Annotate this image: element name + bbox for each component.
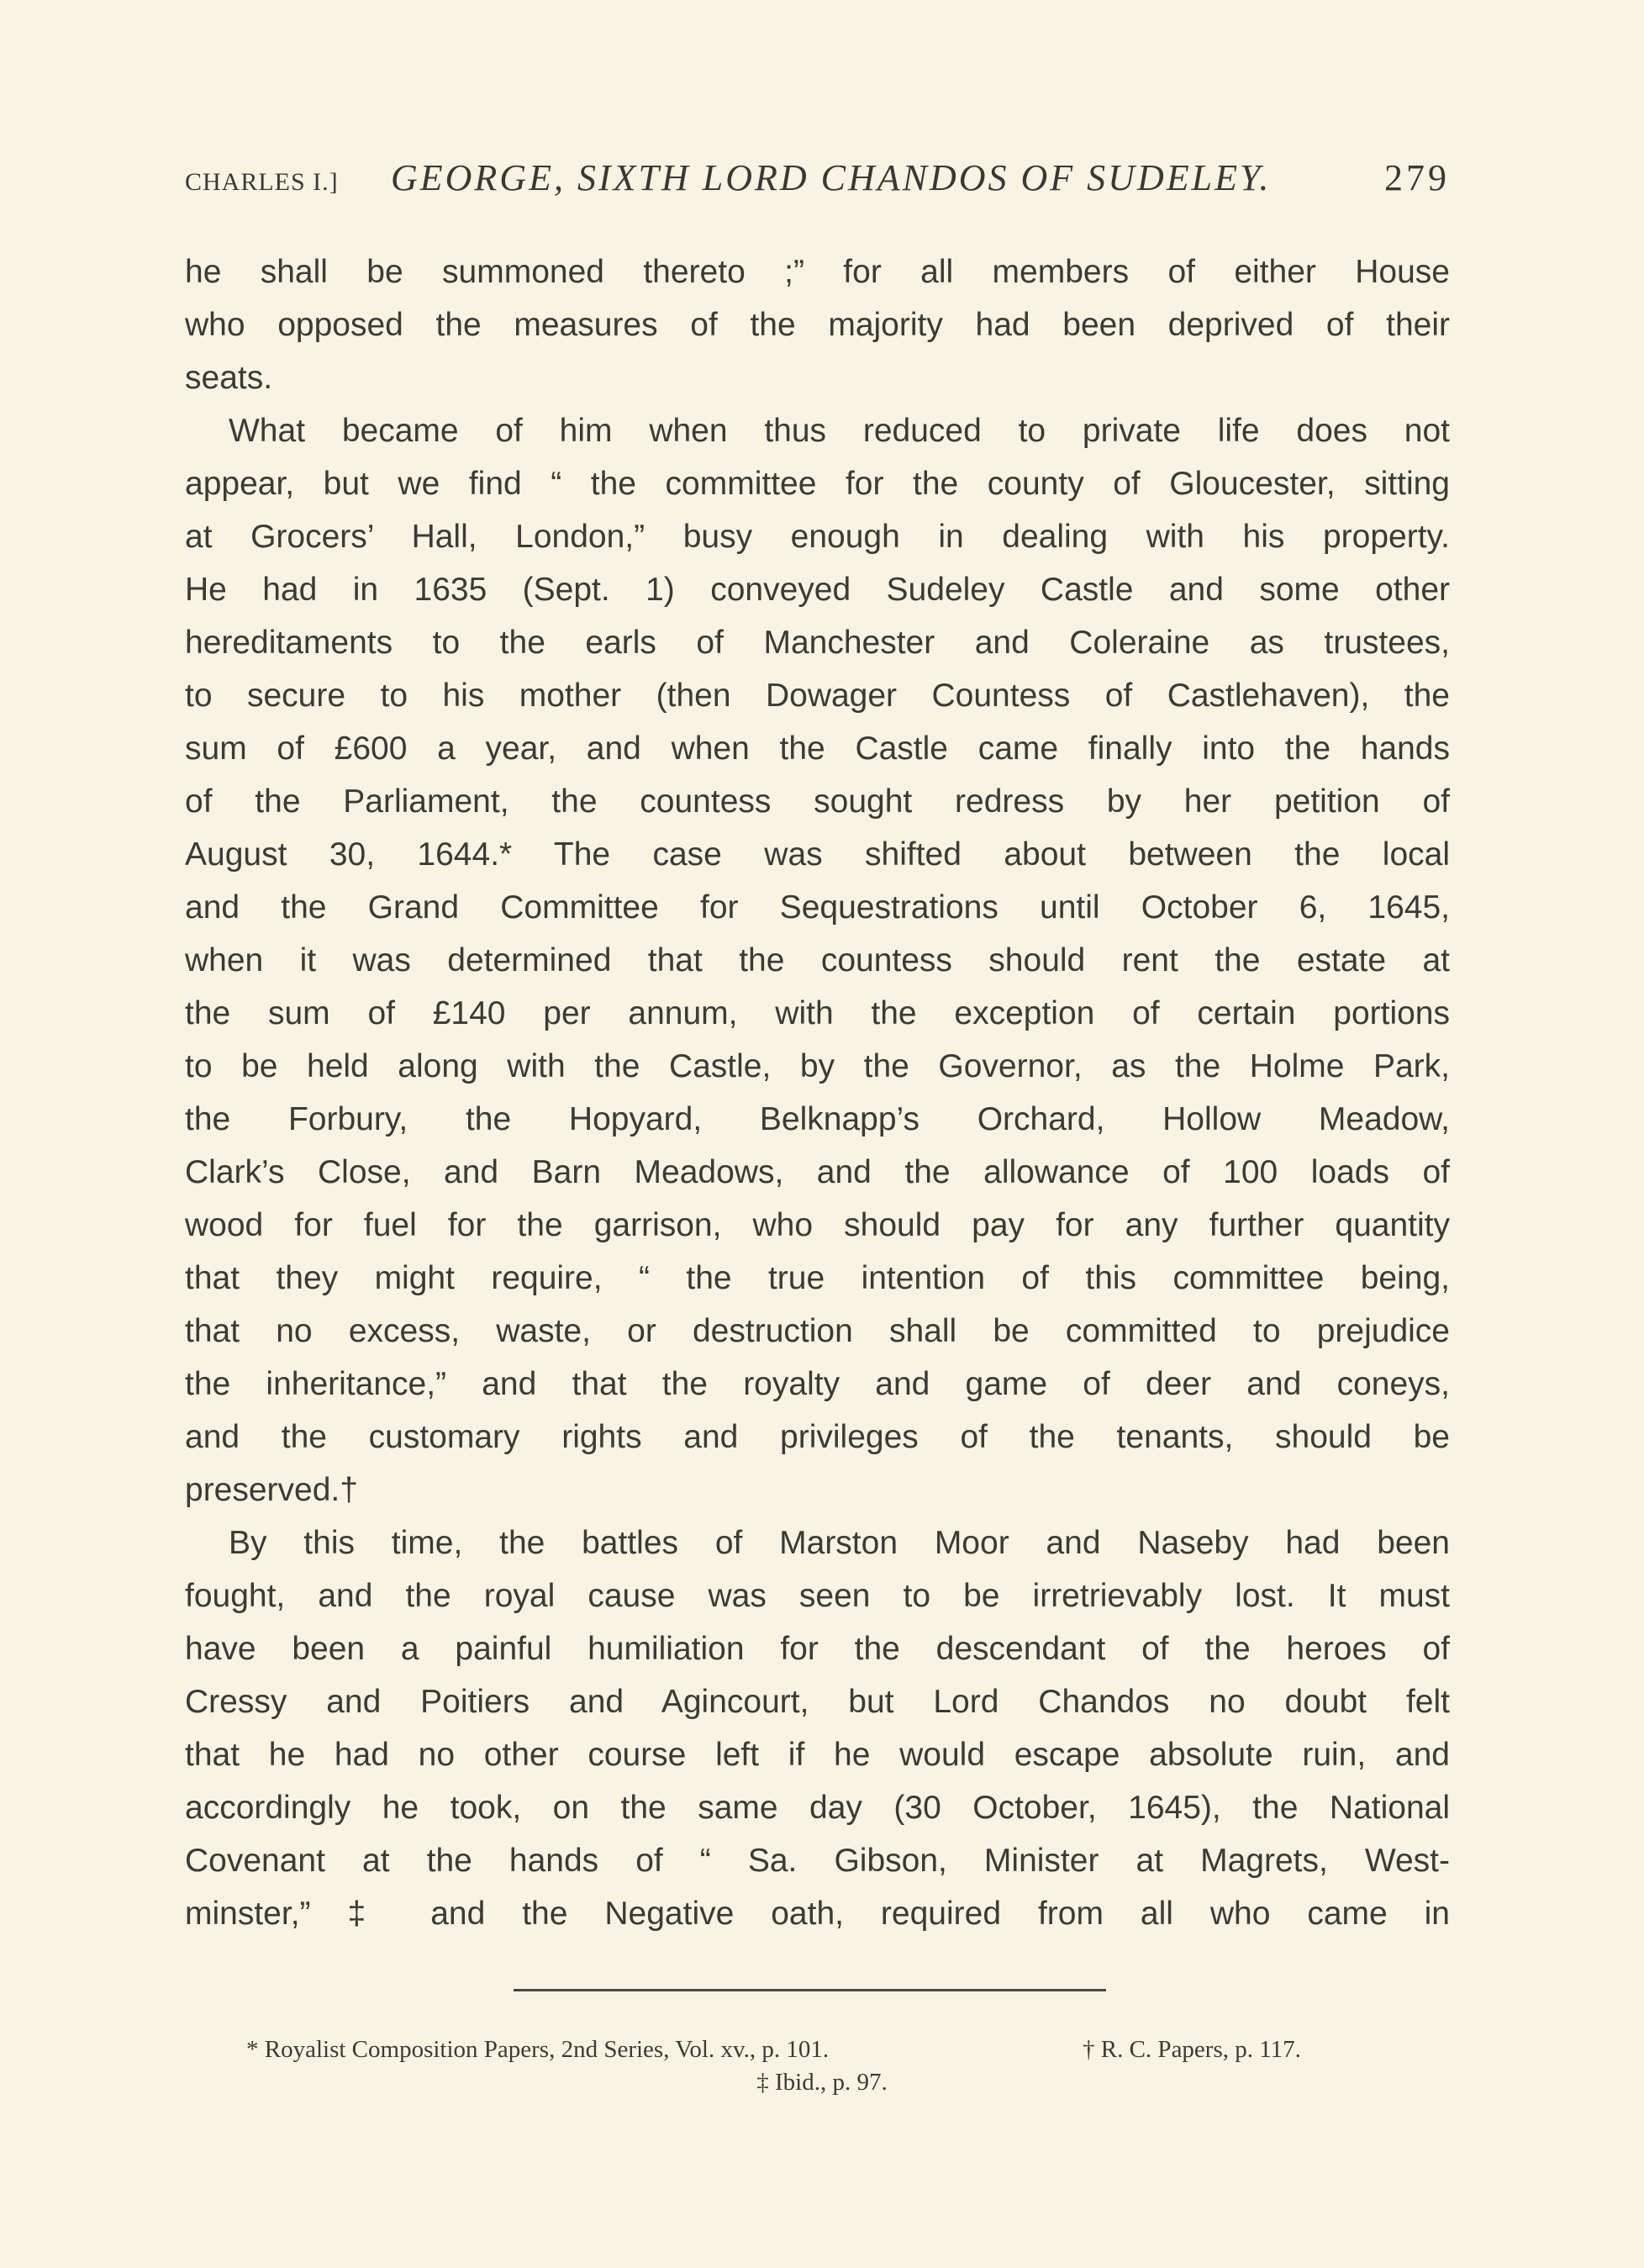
- footnote-star: * Royalist Composition Papers, 2nd Series, Vol. xv., p. 101.: [246, 2036, 830, 2063]
- text-line: preserved.†: [185, 1472, 358, 1508]
- text-line: seats.: [185, 360, 273, 396]
- text-line: and the Grand Committee for Sequestrations until October 6, 1645,: [185, 889, 1450, 926]
- text-line: hereditaments to the earls of Manchester and Coleraine as trustees,: [185, 625, 1450, 661]
- text-line: at Grocers’ Hall, London,” busy enough in dealing with his property.: [185, 519, 1450, 555]
- text-line: appear, but we find “ the committee for the county of Gloucester, sitting: [185, 466, 1450, 502]
- footnote-double-dagger: ‡ Ibid., p. 97.: [756, 2069, 888, 2096]
- text-line: He had in 1635 (Sept. 1) conveyed Sudeley Castle and some other: [185, 572, 1450, 608]
- text-line: of the Parliament, the countess sought redress by her petition of: [185, 783, 1450, 820]
- text-line: fought, and the royal cause was seen to be irretrievably lost. It must: [185, 1578, 1450, 1614]
- text-line: accordingly he took, on the same day (30 October, 1645), the National: [185, 1790, 1450, 1826]
- page-title: GEORGE, SIXTH LORD CHANDOS OF SUDELEY.: [391, 157, 1272, 198]
- text-line: Cressy and Poitiers and Agincourt, but Lord Chandos no doubt felt: [185, 1684, 1450, 1720]
- text-line: sum of £600 a year, and when the Castle came finally into the hands: [185, 731, 1450, 767]
- text-line: August 30, 1644.* The case was shifted about between the local: [185, 836, 1450, 873]
- text-line: that he had no other course left if he would escape absolute ruin, and: [185, 1737, 1450, 1773]
- body-text: [185, 245, 1450, 1940]
- text-line: who opposed the measures of the majority had been deprived of their: [185, 307, 1450, 343]
- footnote-divider: [514, 1989, 1106, 1991]
- text-line: to secure to his mother (then Dowager Countess of Castlehaven), the: [185, 678, 1450, 714]
- text-line: the sum of £140 per annum, with the exception of certain portions: [185, 995, 1450, 1031]
- text-line: By this time, the battles of Marston Moor and Naseby had been: [229, 1525, 1450, 1561]
- text-line: he shall be summoned thereto ;” for all members of either House: [185, 254, 1450, 290]
- text-line: Clark’s Close, and Barn Meadows, and the allowance of 100 loads of: [185, 1154, 1450, 1190]
- text-line: What became of him when thus reduced to private life does not: [229, 413, 1450, 449]
- text-line: and the customary rights and privileges of the tenants, should be: [185, 1419, 1450, 1455]
- text-line: that no excess, waste, or destruction shall be committed to prejudice: [185, 1313, 1450, 1349]
- text-line: the Forbury, the Hopyard, Belknapp’s Orchard, Hollow Meadow,: [185, 1101, 1450, 1137]
- running-header: [185, 156, 1450, 207]
- page-number: 279: [1384, 157, 1450, 198]
- text-line: to be held along with the Castle, by the Governor, as the Holme Park,: [185, 1048, 1450, 1084]
- text-line: have been a painful humiliation for the descendant of the heroes of: [185, 1631, 1450, 1667]
- text-line: the inheritance,” and that the royalty and game of deer and coneys,: [185, 1366, 1450, 1402]
- footnote-dagger: † R. C. Papers, p. 117.: [1083, 2036, 1301, 2063]
- section-label: CHARLES I.]: [185, 168, 339, 196]
- text-line: wood for fuel for the garrison, who should pay for any further quantity: [185, 1207, 1450, 1243]
- text-line: minster,” ‡ and the Negative oath, required from all who came in: [185, 1896, 1450, 1932]
- text-line: when it was determined that the countess should rent the estate at: [185, 942, 1450, 978]
- text-line: that they might require, “ the true intention of this committee being,: [185, 1260, 1450, 1296]
- text-line: Covenant at the hands of “ Sa. Gibson, Minister at Magrets, West-: [185, 1843, 1450, 1879]
